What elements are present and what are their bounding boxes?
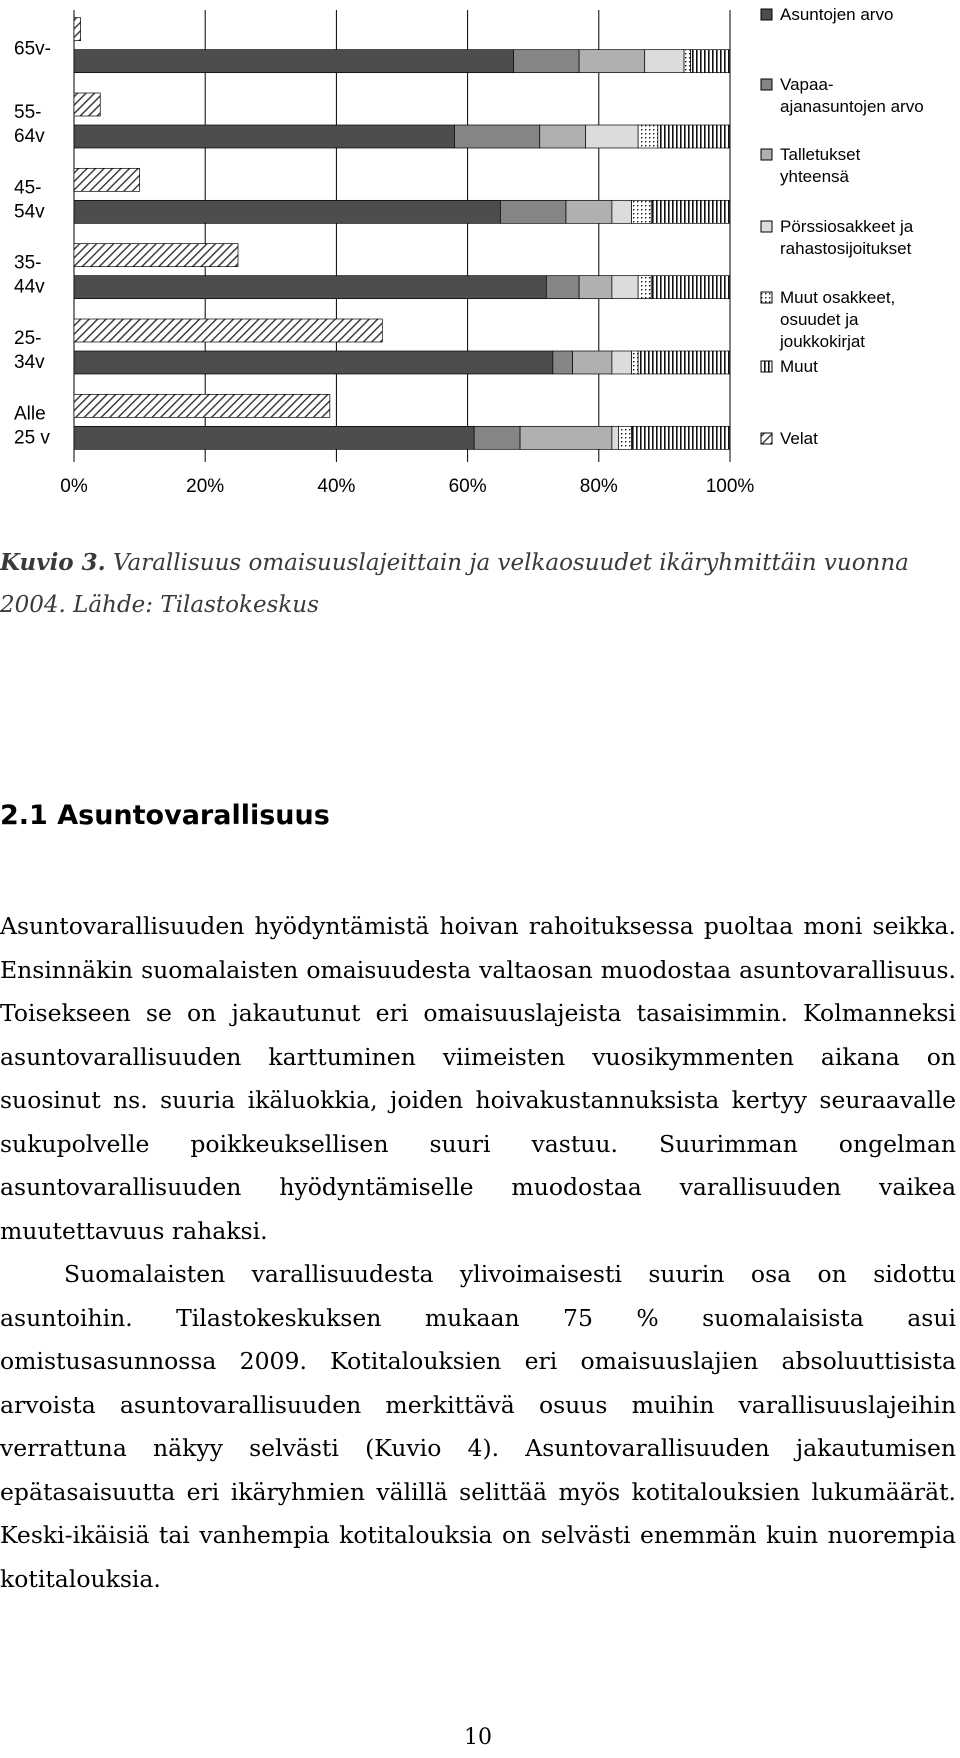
category-label: 55-64v	[14, 102, 45, 147]
debt-bar	[74, 168, 140, 191]
bar-segment	[651, 200, 730, 223]
bar-segment	[638, 125, 658, 148]
legend-swatch	[761, 292, 772, 303]
page-number: 10	[464, 1725, 492, 1750]
bar-segment	[74, 50, 514, 73]
bar-segment	[612, 276, 638, 299]
bar-segment	[618, 426, 631, 449]
bar-segment	[579, 50, 645, 73]
category-label: 35-44v	[14, 252, 45, 298]
bar-segment	[74, 351, 553, 374]
bar-segment	[579, 276, 612, 299]
x-tick-label: 60%	[448, 476, 487, 497]
legend-swatch	[761, 9, 772, 20]
debt-bar	[74, 18, 81, 41]
category-label: 45-54v	[14, 177, 45, 223]
category-label: Alle 25 v	[14, 403, 50, 449]
bar-segment	[612, 200, 632, 223]
legend-swatch	[761, 221, 772, 232]
bar-segment	[74, 426, 474, 449]
chart-legend	[761, 5, 924, 448]
x-tick-label: 20%	[186, 476, 225, 497]
bar-segment	[638, 276, 651, 299]
bar-segment	[553, 351, 573, 374]
debt-bar	[74, 394, 330, 417]
bar-segment	[632, 351, 639, 374]
category-label: 25-34v	[14, 328, 45, 373]
bar-segment	[500, 200, 566, 223]
x-tick-label: 100%	[705, 476, 755, 497]
bar-segment	[520, 426, 612, 449]
figure-caption	[0, 542, 956, 626]
legend-swatch	[761, 361, 772, 372]
legend-label: Pörssiosakkeet ja rahastosijoitukset	[780, 217, 914, 258]
bar-segment	[546, 276, 579, 299]
bar-segment	[74, 276, 546, 299]
paragraph-2: Suomalaisten varallisuudesta ylivoimaisesti suurin osa on sidottu asuntoihin. Tilastokeskuksen mukaan 75 % suomalaisista asui omistusasunnossa 2009. Kotitalouksien eri omaisuuslajien absoluuttisista arvoista asuntovarallisuuden merkittävä osuus muihin varallisuuslajeihin verrattuna näkyy selvästi (Kuvio 4). Asuntovarallisuuden jakautumisen epätasaisuutta eri ikäryhmien välillä selittää myös kotitalouksien lukumäärät. Keski-ikäisiä tai vanhempia kotitalouksia on selvästi enemmän kuin nuorempia kotitalouksia.	[0, 1260, 956, 1593]
bar-segment	[632, 200, 652, 223]
legend-label: Asuntojen arvo	[780, 5, 894, 24]
chart-bars	[74, 18, 730, 450]
bar-segment	[691, 50, 730, 73]
legend-label: Vapaa-ajanasuntojen arvo	[780, 75, 924, 116]
section-heading: 2.1 Asuntovarallisuus	[0, 800, 330, 831]
bar-segment	[514, 50, 580, 73]
legend-swatch	[761, 79, 772, 90]
x-tick-label: 80%	[579, 476, 618, 497]
bar-segment	[612, 426, 619, 449]
legend-label: Talletukset yhteensä	[780, 145, 861, 186]
bar-segment	[638, 351, 730, 374]
paragraph-1: Asuntovarallisuuden hyödyntämistä hoivan rahoituksessa puoltaa moni seikka. Ensinnäkin suomalaisten omaisuudesta valtaosan muodostaa asuntovarallisuus. Toisekseen se on jakautunut eri omaisuuslajeista tasaisimmin. Kolmanneksi asuntovarallisuuden karttuminen viimeisten vuosikymmenten aikana on suosinut ns. suuria ikäluokkia, joiden hoivakustannuksista kertyy seuraavalle sukupolvelle poikkeuksellisen suuri vastuu. Suurimman ongelman asuntovarallisuuden hyödyntämiselle muodostaa varallisuuden vaikea muutettavuus rahaksi.	[0, 912, 956, 1245]
x-tick-label: 40%	[317, 476, 356, 497]
bar-segment	[74, 200, 500, 223]
legend-swatch	[761, 149, 772, 160]
body-text	[0, 905, 956, 1601]
bar-segment	[540, 125, 586, 148]
value-axis-ticks	[60, 476, 754, 497]
figure-caption-label: Kuvio 3.	[0, 549, 106, 576]
legend-label: Velat	[780, 429, 818, 448]
bar-segment	[74, 125, 454, 148]
debt-bar	[74, 244, 238, 267]
bar-segment	[651, 276, 730, 299]
bar-segment	[454, 125, 539, 148]
debt-bar	[74, 319, 382, 342]
bar-segment	[566, 200, 612, 223]
legend-label: Muut osakkeet, osuudet ja joukkokirjat	[780, 288, 896, 351]
bar-segment	[612, 351, 632, 374]
debt-bar	[74, 93, 100, 116]
legend-swatch	[761, 433, 772, 444]
bar-segment	[586, 125, 638, 148]
category-label: 65v-	[14, 38, 51, 60]
category-axis-labels	[14, 39, 51, 449]
bar-segment	[573, 351, 612, 374]
bar-segment	[658, 125, 730, 148]
legend-label: Muut	[780, 357, 818, 376]
x-tick-label: 0%	[60, 476, 88, 497]
bar-segment	[684, 50, 691, 73]
asset-composition-chart	[0, 0, 960, 520]
bar-segment	[645, 50, 684, 73]
bar-segment	[474, 426, 520, 449]
figure-caption-text: Varallisuus omaisuuslajeittain ja velkaosuudet ikäryhmittäin vuonna 2004. Lähde: Tilastokeskus	[0, 550, 909, 618]
bar-segment	[632, 426, 730, 449]
